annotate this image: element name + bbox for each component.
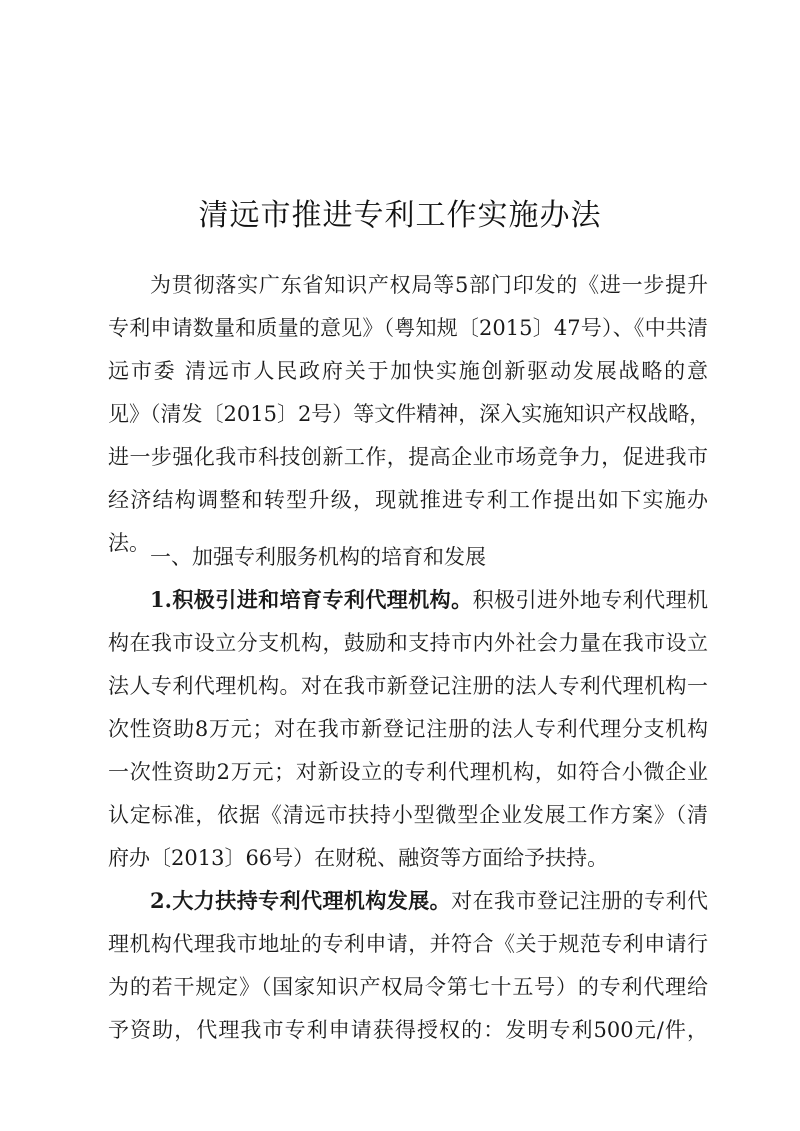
intro-line: 进一步强化我市科技创新工作，提高企业市场竞争力，促进我市: [108, 445, 708, 469]
item1-line: 认定标准，依据《清远市扶持小型微型企业发展工作方案》（清: [108, 803, 708, 827]
intro-line: 为贯彻落实广东省知识产权局等5部门印发的《进一步提升: [150, 273, 708, 297]
item1-lead: 1.积极引进和培育专利代理机构。: [150, 587, 473, 612]
item1-line: 构在我市设立分支机构，鼓励和支持市内外社会力量在我市设立: [108, 631, 708, 655]
item1-line: 法人专利代理机构。对在我市新登记注册的法人专利代理机构一: [108, 674, 708, 698]
intro-line: 远市委 清远市人民政府关于加快实施创新驱动发展战略的意: [108, 359, 708, 383]
item2-lead: 2.大力扶持专利代理机构发展。: [150, 888, 452, 913]
document-title: 清远市推进专利工作实施办法: [198, 198, 602, 233]
item2-line: 理机构代理我市地址的专利申请，并符合《关于规范专利申请行: [108, 932, 708, 956]
item1-first-line: [150, 586, 708, 614]
section-heading: 一、加强专利服务机构的培育和发展: [150, 545, 486, 569]
item1-line: 府办〔2013〕66号）在财税、融资等方面给予扶持。: [108, 846, 609, 870]
item1-line: 一次性资助2万元；对新设立的专利代理机构，如符合小微企业: [108, 760, 708, 784]
item2-line: 予资助，代理我市专利申请获得授权的：发明专利500元/件，: [108, 1018, 708, 1042]
item2-line: 为的若干规定》（国家知识产权局令第七十五号）的专利代理给: [108, 975, 708, 999]
item1-first-rest: 积极引进外地专利代理机: [472, 588, 709, 612]
intro-line: 法。: [108, 531, 150, 555]
item2-first-rest: 对在我市登记注册的专利代: [451, 889, 709, 913]
item2-first-line: [150, 887, 708, 915]
item1-line: 次性资助8万元；对在我市新登记注册的法人专利代理分支机构: [108, 717, 708, 741]
intro-line: 专利申请数量和质量的意见》（粤知规〔2015〕47号）、《中共清: [108, 316, 708, 340]
intro-line: 见》（清发〔2015〕2号）等文件精神，深入实施知识产权战略，: [108, 402, 711, 426]
intro-line: 经济结构调整和转型升级，现就推进专利工作提出如下实施办: [108, 488, 708, 512]
